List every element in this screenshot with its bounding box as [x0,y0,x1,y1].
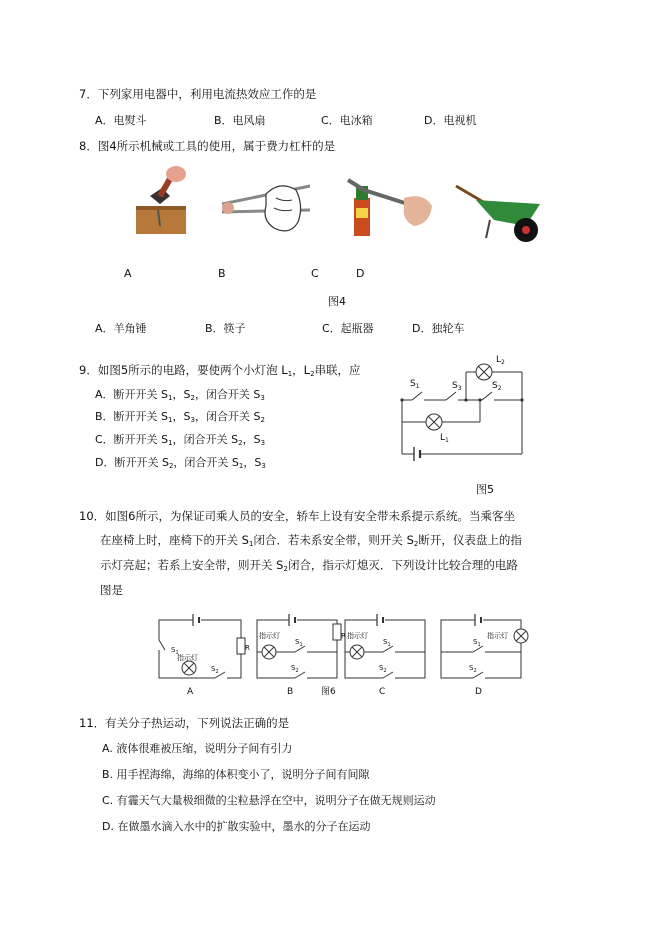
svg-text:S2: $S_2$ [469,664,477,674]
q8-stem: 8．图4所示机械或工具的使用，属于费力杠杆的是 [79,139,336,153]
q8-option-d: D．独轮车 [412,322,465,335]
q8-image-label-d: D [356,267,365,280]
q11-option-d: D. 在做墨水滴入水中的扩散实验中，墨水的分子在运动 [102,820,371,833]
label-s3: $S_3$ [452,381,462,392]
svg-text:R: R [341,632,346,640]
label-l2: $L_2$ [496,355,505,366]
q8-image-label-a: A [124,267,132,280]
svg-text:指示灯: 指示灯 [487,632,508,640]
wheelbarrow-image [454,180,550,246]
chopsticks-image [218,176,312,238]
q9-option-c: C．断开开关 $S_1$，闭合开关 $S_2$，$S_3$ [95,433,266,447]
q11-option-c: C. 有霾天气大量极细微的尘粒悬浮在空中，说明分子在做无规则运动 [102,794,436,807]
q7-option-a: A．电熨斗 [95,114,147,127]
svg-text:D: D [475,687,482,697]
svg-text:S1: $S_1$ [383,638,391,648]
svg-text:S1: $S_1$ [473,638,481,648]
svg-text:图6: 图6 [321,687,336,697]
svg-text:A: A [187,687,194,697]
svg-text:指示灯: 指示灯 [177,654,198,662]
label-s1: $S_1$ [410,379,420,390]
svg-text:B: B [287,687,294,697]
q10-line-4: 图是 [100,583,123,597]
q11-option-b: B. 用手捏海绵，海绵的体积变小了，说明分子间有间隙 [102,768,370,781]
figure-5-caption: 图5 [476,483,494,496]
q9-stem: 9．如图5所示的电路，要使两个小灯泡 $L_1$，$L_2$串联，应 [79,363,361,378]
svg-text:S1: $S_1$ [295,638,303,648]
q11-stem: 11．有关分子热运动，下列说法正确的是 [79,716,290,730]
q8-option-c: C．起瓶器 [322,322,374,335]
q7-option-c: C．电冰箱 [321,114,373,127]
q10-line-2: 在座椅上时，座椅下的开关 $S_1$闭合．若未系安全带，则开关 $S_2$断开，仪表盘上的指 [100,533,522,548]
figure-6-circuits [155,610,535,700]
bottle-opener-image [344,176,434,238]
q10-line-1: 10．如图6所示，为保证司乘人员的安全，轿车上设有安全带未系提示系统。当乘客坐 [79,509,515,523]
svg-text:S2: $S_2$ [379,664,387,674]
q9-option-d: D．断开开关 $S_2$，闭合开关 $S_1$，$S_3$ [95,456,266,470]
q7-option-b: B．电风扇 [214,114,266,127]
q9-option-b: B．断开开关 $S_1$，$S_3$，闭合开关 $S_2$ [95,410,265,424]
claw-hammer-image [130,166,188,238]
svg-text:S2: $S_2$ [291,664,299,674]
label-l1: $L_1$ [440,433,449,444]
q10-line-3: 示灯亮起；若系上安全带，则开关 $S_2$闭合，指示灯熄灭．下列设计比较合理的电路 [100,558,518,573]
q8-option-a: A．羊角锤 [95,322,147,335]
svg-text:S2: $S_2$ [211,665,219,675]
q7-option-d: D．电视机 [424,114,477,127]
svg-text:指示灯: 指示灯 [347,632,368,640]
svg-text:S1: $S_1$ [171,646,179,656]
figure-5-circuit [396,352,536,470]
q7-stem: 7．下列家用电器中，利用电流热效应工作的是 [79,87,317,101]
q8-image-label-b: B [218,267,226,280]
svg-text:R: R [245,644,250,652]
svg-text:C: C [379,687,386,697]
svg-text:指示灯: 指示灯 [259,632,280,640]
q9-option-a: A．断开开关 $S_1$，$S_2$，闭合开关 $S_3$ [95,388,265,402]
q8-image-label-c: C [311,267,319,280]
figure-4-caption: 图4 [328,295,346,308]
q11-option-a: A. 液体很难被压缩，说明分子间有引力 [102,742,293,755]
q8-option-b: B．筷子 [205,322,246,335]
label-s2: $S_2$ [492,381,502,392]
